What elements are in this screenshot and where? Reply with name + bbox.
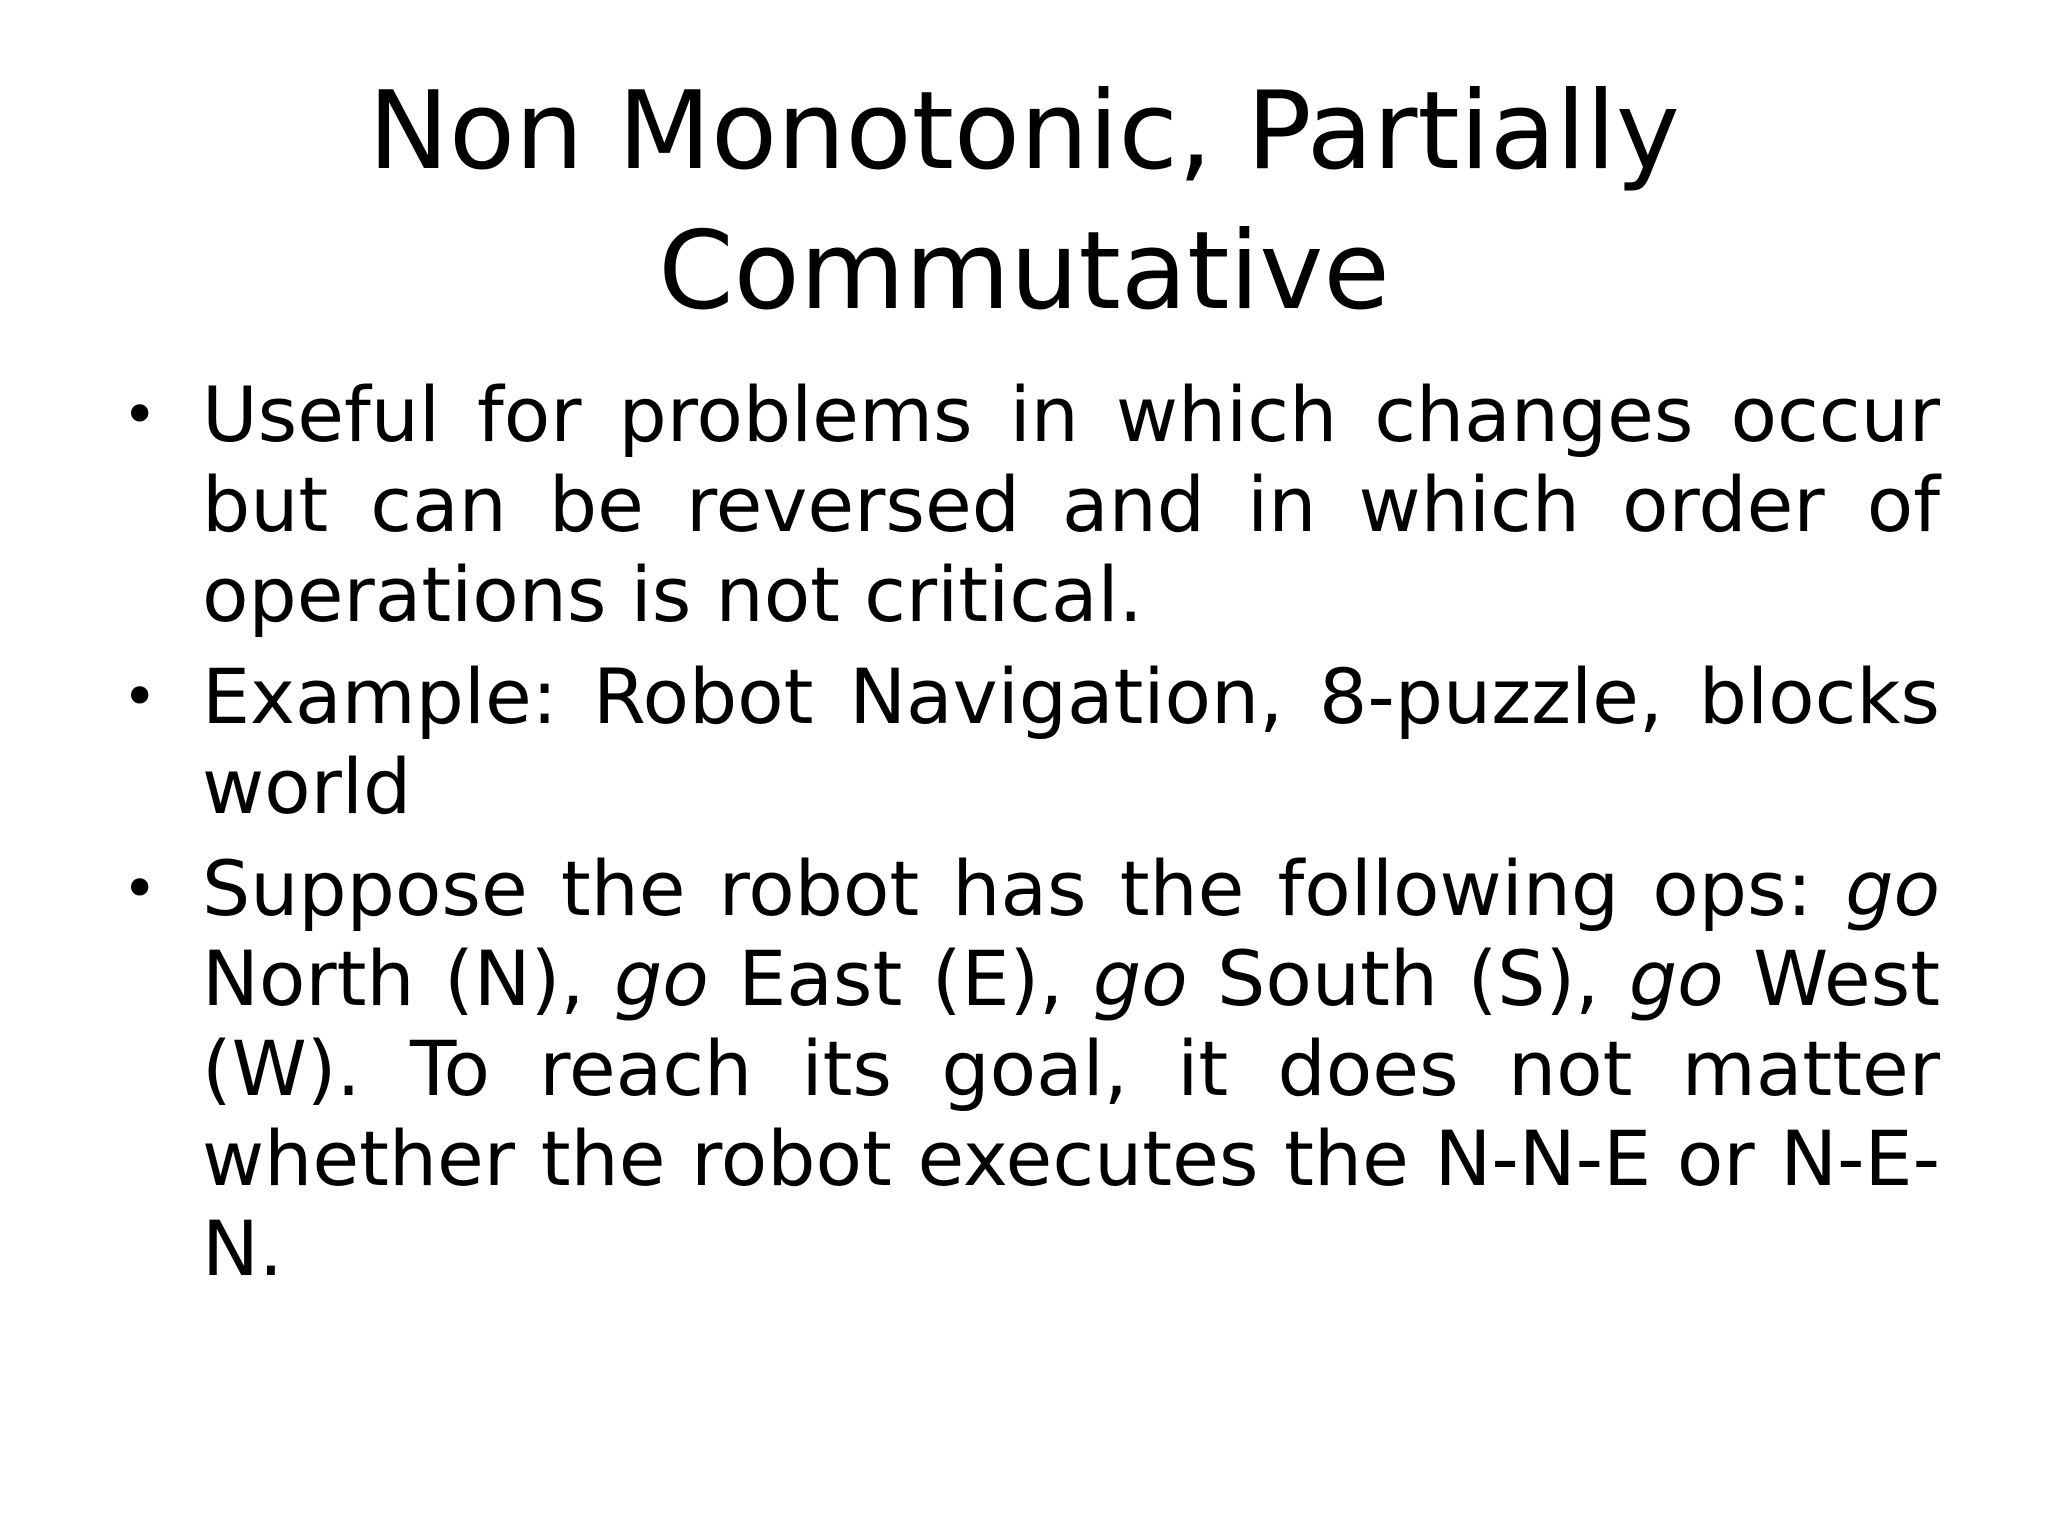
bullet-text-part: West (W). To reach its goal, it does not matter whether the robot executes the N-N-E or N-E-N. (202, 934, 1940, 1293)
bullet-text (202, 844, 1940, 1293)
slide-title-line-2: Commutative (658, 209, 1390, 334)
bullet-marker: • (122, 854, 158, 924)
slide-title-line-1: Non Monotonic, Partially (368, 69, 1680, 194)
op-go-keyword: go (613, 934, 709, 1023)
bullet-list (110, 370, 1940, 1294)
bullet-text-part: Suppose the robot has the following ops: (202, 844, 1846, 933)
bullet-text: Example: Robot Navigation, 8-puzzle, blocks world (202, 652, 1940, 831)
op-go-keyword: go (1845, 844, 1940, 933)
bullet-item-robot-ops (110, 844, 1940, 1294)
bullet-item-example (110, 652, 1940, 832)
bullet-item-useful (110, 370, 1940, 640)
op-go-keyword: go (1092, 934, 1188, 1023)
bullet-marker: • (122, 380, 158, 450)
bullet-marker: • (122, 662, 158, 732)
bullet-text-part: North (N), (202, 934, 614, 1023)
op-go-keyword: go (1628, 934, 1724, 1023)
slide-title (200, 62, 1848, 342)
bullet-text-part: East (E), (708, 934, 1093, 1023)
bullet-text: Useful for problems in which changes occur but can be reversed and in which order of operations is not critical. (202, 370, 1940, 639)
bullet-text-part: South (S), (1187, 934, 1629, 1023)
